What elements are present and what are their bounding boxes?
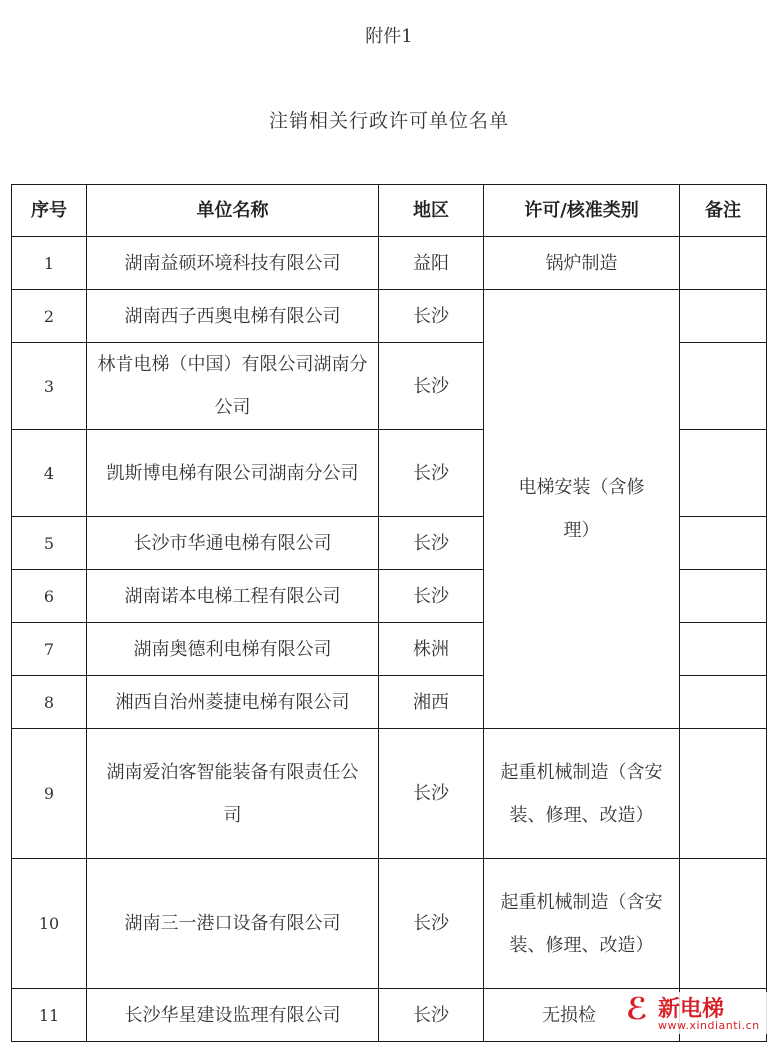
row-no: 9 xyxy=(12,729,87,859)
row-region: 长沙 xyxy=(379,290,484,343)
header-region: 地区 xyxy=(379,185,484,237)
row-name: 湖南三一港口设备有限公司 xyxy=(87,859,379,989)
row-category: 起重机械制造（含安装、修理、改造） xyxy=(484,729,680,859)
header-no: 序号 xyxy=(12,185,87,237)
row-category: 无损检 xyxy=(484,989,680,1042)
row-category: 锅炉制造 xyxy=(484,237,680,290)
row-name: 长沙华星建设监理有限公司 xyxy=(87,989,379,1042)
row-remark xyxy=(680,676,767,729)
row-no: 5 xyxy=(12,517,87,570)
row-no: 2 xyxy=(12,290,87,343)
brand-logo-icon: ℰ xyxy=(626,992,648,1027)
header-category: 许可/核准类别 xyxy=(484,185,680,237)
row-remark xyxy=(680,430,767,517)
row-remark xyxy=(680,237,767,290)
row-name: 湖南诺本电梯工程有限公司 xyxy=(87,570,379,623)
row-no: 11 xyxy=(12,989,87,1042)
row-category: 起重机械制造（含安装、修理、改造） xyxy=(484,859,680,989)
table-row xyxy=(12,290,767,343)
table-row xyxy=(12,859,767,989)
table-row xyxy=(12,237,767,290)
row-no: 10 xyxy=(12,859,87,989)
row-name: 湖南爱泊客智能装备有限责任公司 xyxy=(87,729,379,859)
header-name: 单位名称 xyxy=(87,185,379,237)
row-name: 长沙市华通电梯有限公司 xyxy=(87,517,379,570)
row-remark xyxy=(680,517,767,570)
row-no: 8 xyxy=(12,676,87,729)
row-name: 湖南西子西奥电梯有限公司 xyxy=(87,290,379,343)
row-no: 3 xyxy=(12,343,87,430)
row-name: 湖南益硕环境科技有限公司 xyxy=(87,237,379,290)
row-name: 林肯电梯（中国）有限公司湖南分公司 xyxy=(87,343,379,430)
attachment-label: 附件1 xyxy=(365,26,413,47)
row-name: 湖南奥德利电梯有限公司 xyxy=(87,623,379,676)
permit-cancellation-table xyxy=(11,184,767,1042)
row-region: 长沙 xyxy=(379,430,484,517)
row-region: 长沙 xyxy=(379,729,484,859)
header-remark: 备注 xyxy=(680,185,767,237)
row-remark xyxy=(680,343,767,430)
row-region: 长沙 xyxy=(379,517,484,570)
row-region: 长沙 xyxy=(379,989,484,1042)
row-remark xyxy=(680,290,767,343)
row-region: 湘西 xyxy=(379,676,484,729)
row-region: 长沙 xyxy=(379,343,484,430)
row-region: 益阳 xyxy=(379,237,484,290)
row-remark xyxy=(680,729,767,859)
merged-category-cell xyxy=(484,290,680,729)
row-remark xyxy=(680,623,767,676)
watermark-brand: 新电梯 xyxy=(658,997,725,1022)
row-remark xyxy=(680,570,767,623)
row-region: 长沙 xyxy=(379,570,484,623)
merged-category-text: 电梯安装（含修理） xyxy=(518,477,645,541)
row-no: 1 xyxy=(12,237,87,290)
row-remark xyxy=(680,859,767,989)
row-no: 7 xyxy=(12,623,87,676)
row-region: 长沙 xyxy=(379,859,484,989)
row-name: 湘西自治州菱捷电梯有限公司 xyxy=(87,676,379,729)
row-no: 6 xyxy=(12,570,87,623)
document-title: 注销相关行政许可单位名单 xyxy=(268,110,509,132)
row-region: 株洲 xyxy=(379,623,484,676)
table-row xyxy=(12,729,767,859)
table-header-row xyxy=(12,185,767,237)
site-watermark xyxy=(618,992,768,1034)
row-no: 4 xyxy=(12,430,87,517)
row-name: 凯斯博电梯有限公司湖南分公司 xyxy=(87,430,379,517)
watermark-url: www.xindianti.cn xyxy=(658,1019,760,1032)
